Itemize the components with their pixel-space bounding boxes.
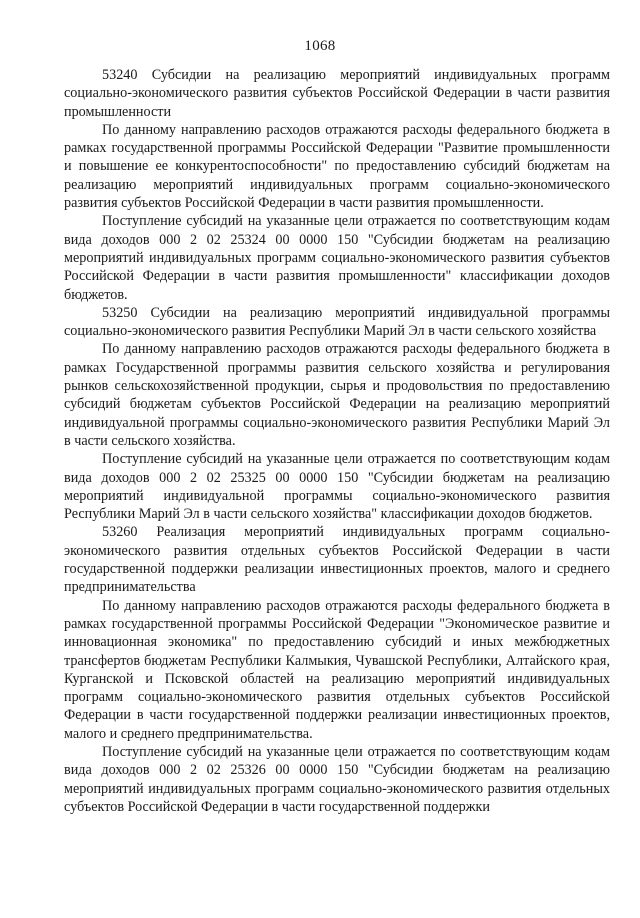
paragraph-53260-income: Поступление субсидий на указанные цели отражается по соответствующим кодам вида доходов 000 2 02 25326 00 0000 150 "Субсидии бюджетам на реализацию мероприятий индивидуальных программ социально-экономического развития отдельных субъектов Российской Федерации в части государственной поддержки [64,743,610,815]
section-heading-53260: 53260 Реализация мероприятий индивидуальных программ социально-экономического развития отдельных субъектов Российской Федерации в части государственной поддержки реализации инвестиционных проектов, малого и среднего предпринимательства [64,524,610,596]
page-number: 1068 [304,38,336,54]
document-body [64,66,610,816]
paragraph-53260-expenses: По данному направлению расходов отражаются расходы федерального бюджета в рамках государственной программы Российской Федерации "Экономическое развитие и инновационная экономика" по предоставлению субсидий и иных межбюджетных трансфертов бюджетам Республики Калмыкия, Чувашской Республики, Алтайского края, Курганской и Псковской областей на реализацию мероприятий индивидуальных программ социально-экономического развития отдельных субъектов Российской Федерации в части государственной поддержки реализации инвестиционных проектов, малого и среднего предпринимательства. [64,597,610,742]
section-heading-53250: 53250 Субсидии на реализацию мероприятий индивидуальной программы социально-экономического развития Республики Марий Эл в части сельского хозяйства [64,304,610,340]
paragraph-53250-income: Поступление субсидий на указанные цели отражается по соответствующим кодам вида доходов 000 2 02 25325 00 0000 150 "Субсидии бюджетам на реализацию мероприятий индивидуальной программы социально-экономического развития Республики Марий Эл в части сельского хозяйства" классификации доходов бюджетов. [64,451,610,523]
paragraph-53240-income: Поступление субсидий на указанные цели отражается по соответствующим кодам вида доходов 000 2 02 25324 00 0000 150 "Субсидии бюджетам на реализацию мероприятий индивидуальных программ социально-экономического развития субъектов Российской Федерации в части развития промышленности" классификации доходов бюджетов. [64,213,610,303]
section-heading-53240: 53240 Субсидии на реализацию мероприятий индивидуальных программ социально-экономического развития субъектов Российской Федерации в части развития промышленности [64,67,610,120]
paragraph-53250-expenses: По данному направлению расходов отражаются расходы федерального бюджета в рамках Государственной программы развития сельского хозяйства и регулирования рынков сельскохозяйственной продукции, сырья и продовольствия по предоставлению субсидий бюджетам субъектов Российской Федерации на реализацию мероприятий индивидуальной программы социально-экономического развития Республики Марий Эл в части сельского хозяйства. [64,341,610,449]
paragraph-53240-expenses: По данному направлению расходов отражаются расходы федерального бюджета в рамках государственной программы Российской Федерации "Развитие промышленности и повышение ее конкурентоспособности" по предоставлению субсидий бюджетам на реализацию мероприятий индивидуальных программ социально-экономического развития субъектов Российской Федерации в части развития промышленности. [64,121,610,212]
